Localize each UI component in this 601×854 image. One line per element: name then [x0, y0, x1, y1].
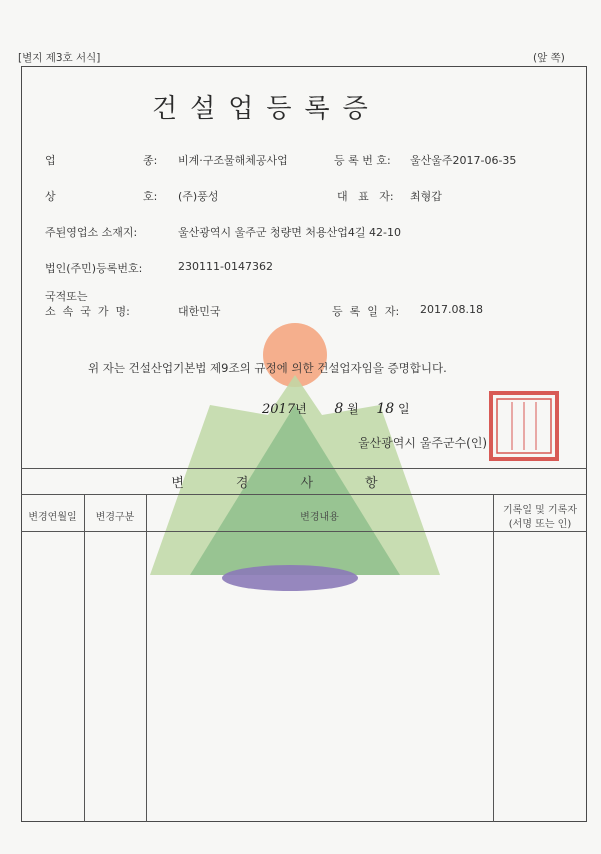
- trade-name-label: 상 호:: [45, 190, 158, 203]
- changes-section-title: 변경사항: [171, 476, 430, 491]
- page-side-label: (앞 쪽): [533, 52, 565, 64]
- issue-date: [262, 400, 410, 417]
- col-divider-3: [493, 494, 494, 822]
- corporate-number-value: 230111-0147362: [178, 260, 273, 273]
- document-title: 건설업등록증: [152, 94, 381, 124]
- registration-date-value: 2017.08.18: [420, 303, 483, 316]
- col-header-recorder-line2: (서명 또는 인): [508, 519, 572, 530]
- business-type-label: 업 종:: [45, 154, 158, 167]
- col-divider-2: [146, 494, 147, 822]
- col-header-change-type: 변경구분: [95, 512, 135, 523]
- business-type-value: 비계·구조물해체공사업: [178, 154, 288, 167]
- nationality-label-line1: 국적또는: [45, 290, 88, 303]
- registration-number-value: 울산울주2017-06-35: [410, 154, 517, 167]
- address-value: 울산광역시 울주군 청량면 처용산업4길 42-10: [178, 226, 401, 239]
- nationality-label-line2: 소 속 국 가 명:: [45, 305, 130, 318]
- address-label: 주된영업소 소재지:: [45, 226, 138, 239]
- registration-date-label: 등 록 일 자:: [332, 305, 400, 318]
- issue-day: 18: [376, 401, 395, 417]
- certification-statement: 위 자는 건설산업기본법 제9조의 규정에 의한 건설업자임을 증명합니다.: [88, 361, 447, 375]
- issue-month: 8: [334, 401, 344, 417]
- issue-day-unit: 일: [398, 402, 410, 416]
- issue-month-unit: 월: [347, 402, 359, 416]
- issue-year-unit: 년: [295, 402, 307, 416]
- col-header-change-date: 변경연월일: [28, 512, 77, 523]
- col-header-change-content: 변경내용: [300, 512, 339, 523]
- col-divider-1: [84, 494, 85, 822]
- changes-header-bottom-line: [21, 531, 587, 532]
- registration-number-label: 등 록 번 호:: [334, 154, 391, 167]
- issuer-name: 울산광역시 울주군수(인): [358, 436, 488, 450]
- changes-section-top-line: [21, 468, 587, 469]
- emblem-oval: [222, 565, 358, 591]
- changes-header-top-line: [21, 494, 587, 495]
- form-label: [별지 제3호 서식]: [18, 52, 101, 64]
- trade-name-value: (주)풍성: [178, 190, 219, 203]
- official-seal: [488, 390, 560, 462]
- col-header-recorder-line1: 기록일 및 기록자: [503, 505, 577, 516]
- corporate-number-label: 법인(주민)등록번호:: [45, 262, 143, 275]
- representative-value: 최형갑: [410, 190, 442, 203]
- issue-year: 2017: [262, 402, 296, 417]
- nationality-value: 대한민국: [178, 305, 221, 318]
- representative-label: 대 표 자:: [337, 190, 394, 203]
